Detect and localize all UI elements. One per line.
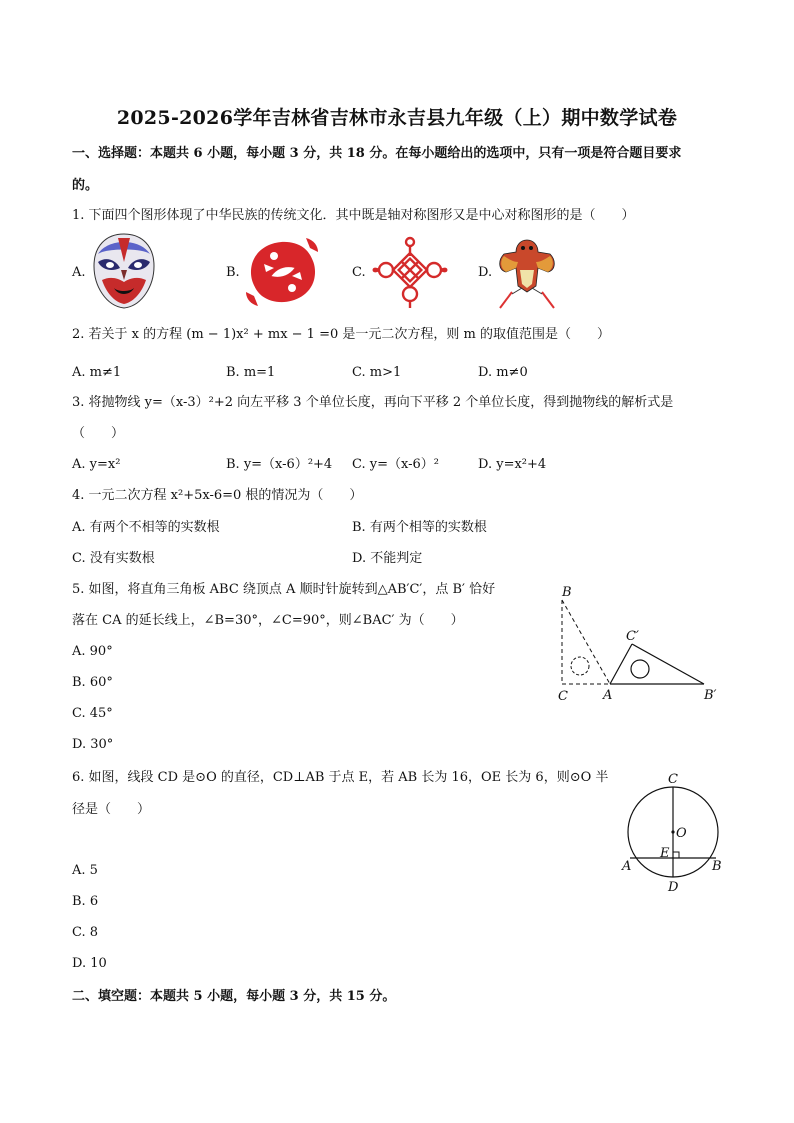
q2-option-d: D. m≠0 xyxy=(478,365,528,380)
q6-option-c: C. 8 xyxy=(72,925,99,940)
q1-option-c-label: C. xyxy=(352,265,366,280)
q6-option-b: B. 6 xyxy=(72,894,99,909)
q4-option-b: B. 有两个相等的实数根 xyxy=(352,520,487,535)
page-title: 2025-2026学年吉林省吉林市永吉县九年级（上）期中数学试卷 xyxy=(116,107,678,129)
q6-label-o: O xyxy=(676,826,687,841)
q6-label-c: C xyxy=(668,772,678,787)
q5-label-c: C xyxy=(558,689,568,704)
q5-stem: 5. 如图，将直角三角板 ABC 绕顶点 A 顺时针旋转到△AB′C′，点 B′ 恰好 xyxy=(72,582,496,597)
q2-option-b: B. m=1 xyxy=(226,365,276,380)
q5-label-a: A xyxy=(603,688,613,703)
q5-option-a: A. 90° xyxy=(72,644,113,659)
q1-stem: 1. 下面四个图形体现了中华民族的传统文化．其中既是轴对称图形又是中心对称图形的是（ ） xyxy=(72,208,635,223)
q5-label-b: B xyxy=(562,585,572,600)
q1-option-b-label: B. xyxy=(226,265,240,280)
q6-label-e: E xyxy=(660,846,670,861)
q5-label-c-prime: C′ xyxy=(626,629,639,644)
section1-header-cont: 的。 xyxy=(72,178,99,193)
q3-stem: 3. 将抛物线 y=（x-3）²+2 向左平移 3 个单位长度，再向下平移 2 个单位长度，得到抛物线的解析式是 xyxy=(72,395,674,410)
q5-option-b: B. 60° xyxy=(72,675,113,690)
q6-option-d: D. 10 xyxy=(72,956,107,971)
q6-label-a: A xyxy=(622,859,632,874)
q3-option-b: B. y=（x-6）²+4 xyxy=(226,457,333,472)
q3-option-d: D. y=x²+4 xyxy=(478,457,547,472)
kite-image xyxy=(496,234,558,310)
q5-label-b-prime: B′ xyxy=(704,688,717,703)
q6-label-b: B xyxy=(712,859,722,874)
q3-stem-cont: （ ） xyxy=(72,426,125,441)
q5-option-d: D. 30° xyxy=(72,737,114,752)
q5-triangle-figure xyxy=(548,578,728,708)
paper-cut-fish-image xyxy=(244,234,322,310)
q5-option-c: C. 45° xyxy=(72,706,113,721)
q6-stem: 6. 如图，线段 CD 是⊙O 的直径，CD⊥AB 于点 E，若 AB 长为 16，OE 长为 6，则⊙O 半 xyxy=(72,770,609,785)
q2-stem: 2. 若关于 x 的方程 (m − 1)x² + mx − 1 =0 是一元二次方程，则 m 的取值范围是（ ） xyxy=(72,327,610,342)
chinese-knot-image xyxy=(370,236,450,310)
q5-stem-cont: 落在 CA 的延长线上，∠B=30°，∠C=90°，则∠BAC′ 为（ ） xyxy=(72,613,464,628)
q6-stem-cont: 径是（ ） xyxy=(72,802,151,817)
q6-option-a: A. 5 xyxy=(72,863,98,878)
section1-header: 一、选择题：本题共 6 小题，每小题 3 分，共 18 分。在每小题给出的选项中，只有一项是符合题目要求 xyxy=(72,146,682,161)
q2-option-c: C. m>1 xyxy=(352,365,402,380)
q3-option-a: A. y=x² xyxy=(72,457,121,472)
q2-option-a: A. m≠1 xyxy=(72,365,122,380)
q6-circle-figure xyxy=(616,766,728,898)
opera-mask-image xyxy=(88,232,160,310)
q1-option-d-label: D. xyxy=(478,265,493,280)
section2-header: 二、填空题：本题共 5 小题，每小题 3 分，共 15 分。 xyxy=(72,989,396,1004)
q3-option-c: C. y=（x-6）² xyxy=(352,457,439,472)
q1-option-a-label: A. xyxy=(72,265,86,280)
q4-option-d: D. 不能判定 xyxy=(352,551,423,566)
q4-option-a: A. 有两个不相等的实数根 xyxy=(72,520,220,535)
q4-option-c: C. 没有实数根 xyxy=(72,551,155,566)
q4-stem: 4. 一元二次方程 x²+5x-6=0 根的情况为（ ） xyxy=(72,488,363,503)
q6-label-d: D xyxy=(668,880,679,895)
